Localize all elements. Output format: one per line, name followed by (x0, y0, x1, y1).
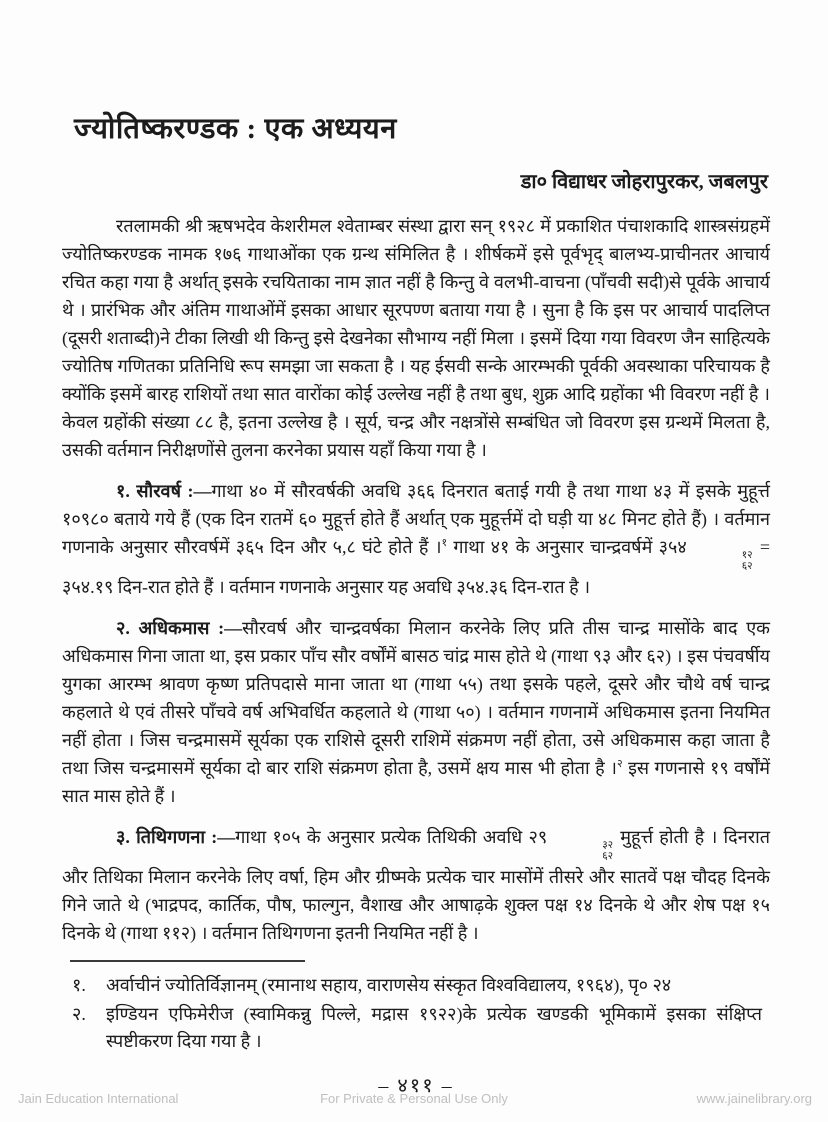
footnote-label: १. (72, 975, 86, 996)
footnote-ref: २ (617, 758, 623, 771)
paragraph: रतलामकी श्री ऋषभदेव केशरीमल श्वेताम्बर संस्था द्वारा सन् १९२८ में प्रकाशित पंचाशकादि शास्त्रसंग्रहमें ज्योतिष्करण्डक नामक १७६ गाथाओंका एक ग्रन्थ संमिलित है । शीर्षकमें इसे पूर्वभृद् बालभ्य-प्राचीनतर आचार्य रचित कहा गया है अर्थात् इसके रचयिताका नाम ज्ञात नहीं है किन्तु वे वलभी-वाचना (पाँचवी सदी)से पूर्वके आचार्य थे । प्रारंभिक और अंतिम गाथाओंमें इसका आधार सूरपण्ण बताया गया है । सुना है कि इस पर आचार्य पादलिप्त (दूसरी शताब्दी)ने टीका लिखी थी किन्तु इसे देखनेका सौभाग्य नहीं मिला । इसमें दिया गया विवरण जैन साहित्यके ज्योतिष गणितका प्रतिनिधि रूप समझा जा सकता है । यह ईसवी सन्के आरम्भकी पूर्वकी अवस्थाका परिचायक है क्योंकि इसमें बारह राशियों तथा सात वारोंका कोई उल्लेख नहीं है तथा बुध, शुक्र आदि ग्रहोंका भी विवरण नहीं है । केवल ग्रहोंकी संख्या ८८ है, इतना उल्लेख है । सूर्य, चन्द्र और नक्षत्रोंसे सम्बंधित जो विवरण इस ग्रन्थमें मिलता है, उसकी वर्तमान निरीक्षणोंसे तुलना करनेका प्रयास यहाँ किया गया है । (62, 216, 770, 460)
paragraph: १. सौरवर्ष :—गाथा ४० में सौरवर्षकी अवधि ३६६ दिनरात बताई गयी है तथा गाथा ४३ में इसके मुहूर्त्त १०९८० बताये गये हैं (एक दिन रातमें ६० मुहूर्त्त होते हैं अर्थात् एक मुहूर्त्तमें दो घड़ी या ४८ मिनट होते हैं) । वर्तमान गणनाके अनुसार सौरवर्षमें ३६५ दिन और ५,८ घंटे होते हैं ।$^१$ गाथा ४१ के अनुसार चान्द्रवर्षमें ३५४ १२ ६२ = ३५४.१९ दिन-रात होते हैं । वर्तमान गणनाके अनुसार यह अवधि ३५४.३६ दिन-रात है । (62, 481, 771, 598)
paragraph: ३. तिथिगणना :—गाथा १०५ के अनुसार प्रत्येक तिथिकी अवधि २९ ३२ ६२ मुहूर्त्त होती है । दिनरात और तिथिका मिलान करनेके लिए वर्षा, हिम और ग्रीष्मके प्रत्येक चार मासोंमें तीसरे और सातवें पक्ष चौदह दिनके गिने जाते थे (भाद्रपद, कार्तिक, पौष, फाल्गुन, वैशाख और आषाढ़के शुक्ल पक्ष १४ दिनके थे और शेष पक्ष १५ दिनके थे (गाथा ११२) । वर्तमान तिथिगणना इतनी नियमित नहीं है । (62, 827, 770, 944)
article-body (62, 212, 770, 947)
author-byline: डा० विद्याधर जोहरापुरकर, जबलपुर (520, 171, 768, 193)
section-heading: ३. तिथिगणना :— (116, 827, 236, 848)
footnote-text: अर्वाचीनं ज्योतिर्विज्ञानम् (रमानाथ सहाय, वाराणसेय संस्कृत विश्वविद्यालय, १९६४), पृ० २४ (106, 975, 672, 996)
page-number: – ४११ – (378, 1075, 454, 1098)
footnote-separator (70, 960, 305, 962)
page-title: ज्योतिष्करण्डक : एक अध्ययन (74, 113, 397, 145)
footer-right-link: www.jainelibrary.org (696, 1091, 812, 1106)
footnote-ref: १ (441, 537, 448, 549)
fraction: १२ ६२ (741, 550, 753, 573)
footnote-block (62, 960, 770, 1055)
footnote-item (62, 1001, 762, 1055)
section-heading: २. अधिकमास :— (116, 618, 243, 639)
footnote-item (62, 972, 762, 999)
footer-center-text: For Private & Personal Use Only (320, 1091, 508, 1106)
scan-footer (0, 1091, 828, 1106)
paragraph: २. अधिकमास :—सौरवर्ष और चान्द्रवर्षका मिलान करनेके लिए प्रति तीस चान्द्र मासोंके बाद एक अधिकमास गिना जाता था, इस प्रकार पाँच सौर वर्षोंमें बासठ चांद्र मास होते थे (गाथा ९३ और ६२) । इस पंचवर्षीय युगका आरम्भ श्रावण कृष्ण प्रतिपदासे माना जाता था (गाथा ५५) तथा इसके पहले, दूसरे और चौथे वर्ष चान्द्र कहलाते थे एवं तीसरे पाँचवे वर्ष अभिवर्धित कहलाते थे (गाथा ५०) । वर्तमान गणनामें अधिकमास इतना नियमित नहीं होता । जिस चन्द्रमासमें सूर्यका एक राशिसे दूसरी राशिमें संक्रमण नहीं होता, उसे अधिकमास कहा जाता है तथा जिस चन्द्रमासमें सूर्यका दो बार राशि संक्रमण होता है, उसमें क्षय मास भी होता है ।$^२$ इस गणनासे १९ वर्षोंमें सात मास होते हैं । (62, 618, 771, 807)
footnote-label: २. (72, 1004, 86, 1025)
footnote-text: इण्डियन एफिमेरीज (स्वामिकन्नु पिल्ले, मद्रास १९२२)के प्रत्येक खण्डकी भूमिकामें इसका संक्षिप्त स्पष्टीकरण दिया गया है । (106, 1004, 762, 1052)
section-heading: १. सौरवर्ष :— (116, 481, 212, 501)
footer-left-text: Jain Education International (18, 1091, 179, 1106)
fraction: ३२ ६२ (602, 840, 614, 863)
